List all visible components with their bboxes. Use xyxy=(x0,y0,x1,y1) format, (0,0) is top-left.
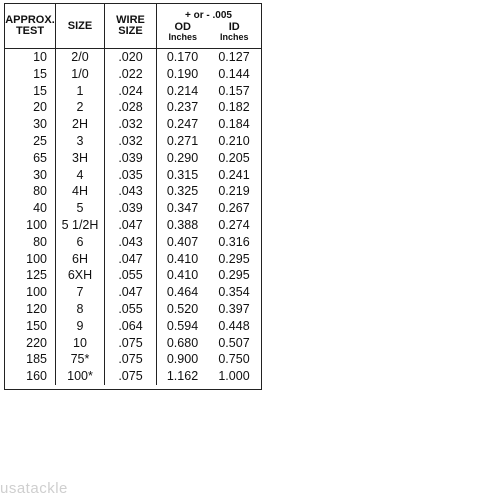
cell-od: 0.214 xyxy=(166,83,199,98)
cell-id: 0.316 xyxy=(218,234,250,249)
cell-od: 0.237 xyxy=(166,100,199,115)
header-wire-size-line1: WIRE xyxy=(116,14,145,26)
cell-approx-test: 150 xyxy=(26,318,47,333)
cell-wire-size: .075 xyxy=(118,369,143,384)
cell-approx-test: 20 xyxy=(33,100,47,115)
cell-od: 0.325 xyxy=(166,184,199,199)
cell-approx-test: 15 xyxy=(33,83,47,98)
cell-size: 8 xyxy=(76,301,84,316)
cell-size: 4 xyxy=(76,167,84,182)
cell-size: 9 xyxy=(76,318,84,333)
header-od-id xyxy=(157,22,260,42)
cell-size: 6H xyxy=(72,251,88,266)
column-size xyxy=(56,49,105,385)
cell-approx-test: 80 xyxy=(33,184,47,199)
header-approx-test-line2: TEST xyxy=(15,25,45,37)
cell-wire-size: .055 xyxy=(118,268,143,283)
cell-approx-test: 10 xyxy=(33,50,47,64)
cell-size: 2/0 xyxy=(71,50,89,64)
cell-size: 10 xyxy=(73,335,87,350)
cell-id: 0.274 xyxy=(218,217,250,232)
header-od-label: OD xyxy=(174,20,191,33)
cell-id: 1.000 xyxy=(218,369,250,384)
header-approx-test-line1: APPROX. xyxy=(5,14,55,26)
header-od-unit: Inches xyxy=(168,31,197,42)
cell-size: 1 xyxy=(76,83,84,98)
cell-od: 0.247 xyxy=(166,117,199,132)
cell-od: 0.170 xyxy=(166,50,199,64)
cell-od: 0.410 xyxy=(166,251,199,266)
cell-approx-test: 100 xyxy=(26,285,47,300)
header-size-label: SIZE xyxy=(67,19,93,32)
cell-wire-size: .039 xyxy=(118,150,143,165)
cell-wire-size: .047 xyxy=(118,217,143,232)
cell-size: 100* xyxy=(67,369,93,384)
cell-approx-test: 30 xyxy=(33,167,47,182)
cell-wire-size: .075 xyxy=(118,335,143,350)
header-wire-size-line2: SIZE xyxy=(118,25,143,37)
cell-approx-test: 125 xyxy=(26,268,47,283)
cell-id: 0.295 xyxy=(218,268,250,283)
cell-id: 0.507 xyxy=(218,335,250,350)
cell-wire-size: .043 xyxy=(118,234,143,249)
cell-od: 0.464 xyxy=(166,285,199,300)
cell-wire-size: .028 xyxy=(118,100,143,115)
spec-table xyxy=(4,3,262,390)
cell-od: 0.410 xyxy=(166,268,199,283)
header-dimensions xyxy=(157,4,260,48)
cell-od: 0.407 xyxy=(166,234,199,249)
cell-approx-test: 65 xyxy=(33,150,47,165)
cell-approx-test: 30 xyxy=(33,117,47,132)
cell-od: 0.347 xyxy=(166,201,199,216)
cell-approx-test: 220 xyxy=(26,335,47,350)
cell-id: 0.210 xyxy=(218,133,250,148)
cell-approx-test: 185 xyxy=(26,352,47,367)
cell-approx-test: 25 xyxy=(33,133,47,148)
cell-od: 0.271 xyxy=(166,133,199,148)
cell-od: 0.190 xyxy=(166,66,199,81)
cell-size: 6 xyxy=(76,234,84,249)
cell-size: 5 xyxy=(76,201,84,216)
cell-id: 0.241 xyxy=(218,167,250,182)
cell-id: 0.354 xyxy=(218,285,250,300)
column-id xyxy=(208,49,260,385)
cell-od: 0.520 xyxy=(166,301,199,316)
cell-wire-size: .064 xyxy=(118,318,143,333)
header-id-unit: Inches xyxy=(219,31,249,42)
cell-wire-size: .032 xyxy=(118,117,143,132)
table-header xyxy=(5,4,261,49)
header-wire-size xyxy=(105,4,157,48)
cell-wire-size: .047 xyxy=(118,285,143,300)
cell-id: 0.219 xyxy=(218,184,250,199)
cell-size: 6XH xyxy=(67,268,93,283)
cell-id: 0.295 xyxy=(218,251,250,266)
cell-id: 0.157 xyxy=(218,83,250,98)
cell-approx-test: 100 xyxy=(26,251,47,266)
cell-size: 3 xyxy=(76,133,84,148)
cell-approx-test: 160 xyxy=(26,369,47,384)
cell-od: 1.162 xyxy=(166,369,199,384)
cell-size: 2 xyxy=(76,100,84,115)
cell-id: 0.144 xyxy=(218,66,250,81)
cell-id: 0.397 xyxy=(218,301,250,316)
cell-od: 0.388 xyxy=(166,217,199,232)
header-id xyxy=(209,22,261,42)
cell-approx-test: 100 xyxy=(26,217,47,232)
cell-size: 3H xyxy=(72,150,88,165)
column-approx-test xyxy=(5,49,56,385)
cell-size: 1/0 xyxy=(71,66,89,81)
cell-approx-test: 15 xyxy=(33,66,47,81)
cell-id: 0.750 xyxy=(218,352,250,367)
cell-wire-size: .020 xyxy=(118,50,143,64)
cell-id: 0.184 xyxy=(218,117,250,132)
cell-id: 0.127 xyxy=(218,50,250,64)
cell-size: 7 xyxy=(76,285,84,300)
cell-wire-size: .043 xyxy=(118,184,143,199)
cell-id: 0.205 xyxy=(218,150,250,165)
column-od xyxy=(157,49,208,385)
cell-wire-size: .035 xyxy=(118,167,143,182)
watermark: usatackle xyxy=(0,480,68,497)
cell-od: 0.900 xyxy=(166,352,199,367)
cell-id: 0.182 xyxy=(218,100,250,115)
header-od xyxy=(157,22,209,42)
cell-size: 75* xyxy=(70,352,90,367)
header-id-label: ID xyxy=(228,20,240,33)
cell-size: 4H xyxy=(72,184,88,199)
header-size xyxy=(56,4,105,48)
cell-approx-test: 120 xyxy=(26,301,47,316)
cell-wire-size: .055 xyxy=(118,301,143,316)
header-approx-test xyxy=(5,4,56,48)
cell-approx-test: 40 xyxy=(33,201,47,216)
cell-wire-size: .039 xyxy=(118,201,143,216)
cell-od: 0.315 xyxy=(166,167,199,182)
cell-size: 5 1/2H xyxy=(61,217,99,232)
cell-od: 0.290 xyxy=(166,150,199,165)
cell-wire-size: .047 xyxy=(118,251,143,266)
header-tolerance: + or - .005 xyxy=(185,9,232,21)
cell-wire-size: .032 xyxy=(118,133,143,148)
cell-wire-size: .075 xyxy=(118,352,143,367)
cell-wire-size: .024 xyxy=(118,83,143,98)
column-wire-size xyxy=(105,49,157,385)
cell-id: 0.448 xyxy=(218,318,250,333)
cell-wire-size: .022 xyxy=(118,66,143,81)
table-body xyxy=(5,49,261,389)
cell-size: 2H xyxy=(72,117,88,132)
cell-approx-test: 80 xyxy=(33,234,47,249)
cell-od: 0.594 xyxy=(166,318,199,333)
cell-id: 0.267 xyxy=(218,201,250,216)
cell-od: 0.680 xyxy=(166,335,199,350)
